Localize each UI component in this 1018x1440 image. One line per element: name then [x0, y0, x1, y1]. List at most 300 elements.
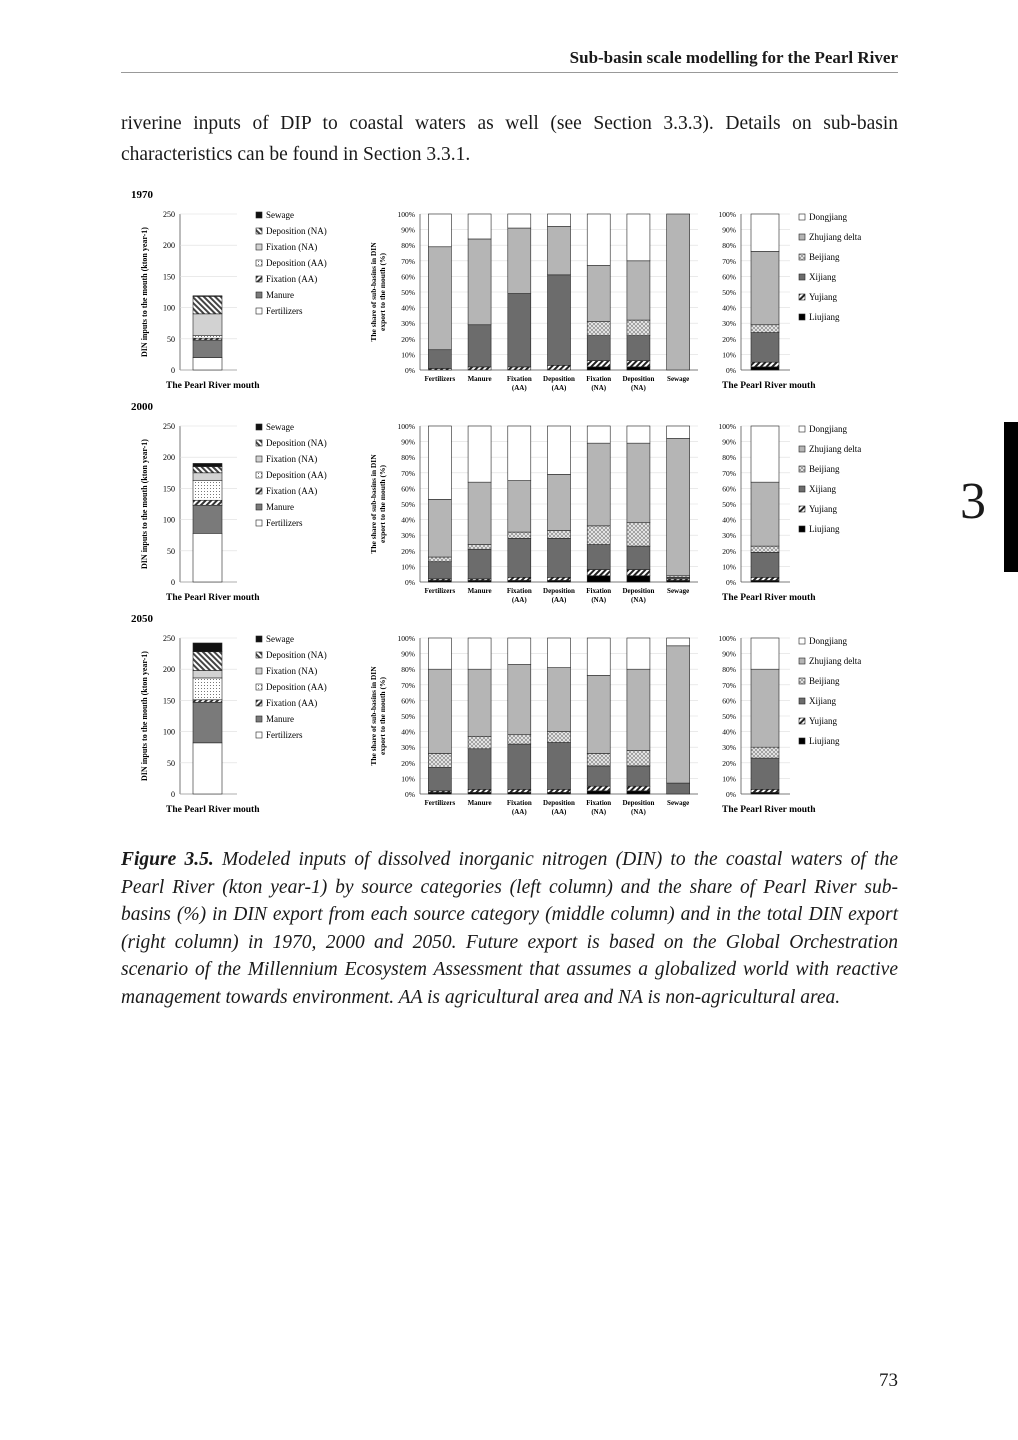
- legend-swatch-fertilizers: [256, 520, 262, 526]
- right-tick-label: 30%: [722, 743, 736, 753]
- middle-tick-label: 10%: [401, 350, 415, 360]
- legend-label-dongjiang: Dongjiang: [809, 212, 847, 222]
- caption-text: Modeled inputs of dissolved inorganic nitrogen (DIN) to the coastal waters of the Pearl River (kton year-1) by source categories (left column) and the share of Pearl River sub-basins (%) in DIN export from each source category (middle column) and in the total DIN export (right column) in 1970, 2000 and 2050. Future export is based on the Global Orchestration scenario of the Millennium Ecosystem Assessment that assumes a globalized world with reactive management towards environment. AA is agricultural area and NA is non-agricultural area.: [121, 849, 898, 1008]
- right-x-label: The Pearl River mouth: [722, 381, 816, 391]
- share-bar-fixation-na-liujiang: [587, 576, 610, 582]
- legend-label-fixation-na: Fixation (NA): [266, 242, 318, 252]
- middle-tick-label: 0%: [405, 366, 415, 375]
- legend-label-yujiang: Yujiang: [809, 292, 837, 302]
- legend-swatch-deposition-na: [256, 228, 262, 234]
- share-bar-deposition-aa-dongjiang: [548, 426, 571, 474]
- middle-tick-label: 70%: [401, 468, 415, 478]
- category-label-fixation-na-line1: Fixation: [586, 799, 612, 807]
- share-bar-deposition-aa-yujiang: [548, 577, 571, 580]
- legend-swatch-yujiang: [799, 506, 805, 512]
- share-bar-fixation-na-beijiang: [587, 753, 610, 765]
- legend-label-xijiang: Xijiang: [809, 696, 836, 706]
- share-bar-fixation-aa-dongjiang: [508, 214, 531, 228]
- share-bar-fertilizers-zhujiang-delta: [428, 669, 451, 753]
- legend-label-deposition-na: Deposition (NA): [266, 438, 327, 448]
- category-label-sewage: Sewage: [667, 587, 690, 595]
- input-bar-fertilizers: [193, 533, 222, 582]
- input-bar-fixation-na: [193, 473, 222, 480]
- legend-swatch-deposition-aa: [256, 684, 262, 690]
- legend-swatch-manure: [256, 292, 262, 298]
- legend-label-liujiang: Liujiang: [809, 736, 840, 746]
- legend-label-deposition-aa: Deposition (AA): [266, 682, 327, 692]
- right-tick-label: 20%: [722, 758, 736, 768]
- left-y-axis-label: DIN inputs to the mouth (kton year-1): [140, 227, 149, 357]
- chapter-number: 3: [960, 473, 986, 530]
- legend-label-beijiang: Beijiang: [809, 464, 840, 474]
- category-label-fixation-na-line1: Fixation: [586, 587, 612, 595]
- left-tick-label: 150: [163, 484, 175, 494]
- figure-3-5-chart: [120, 186, 880, 826]
- share-bar-deposition-na-xijiang: [627, 766, 650, 786]
- share-bar-fixation-aa-xijiang: [508, 538, 531, 577]
- category-label-deposition-na-line2: (NA): [631, 808, 646, 816]
- share-bar-fixation-na-yujiang: [587, 361, 610, 367]
- right-tick-label: 50%: [722, 288, 736, 297]
- right-tick-label: 40%: [722, 515, 736, 525]
- legend-swatch-zhujiang-delta: [799, 658, 805, 664]
- legend-swatch-fixation-aa: [256, 488, 262, 494]
- total-share-bar-dongjiang: [751, 426, 779, 482]
- middle-tick-label: 50%: [401, 288, 415, 297]
- legend-swatch-liujiang: [799, 314, 805, 320]
- share-bar-manure-beijiang: [468, 545, 491, 550]
- share-bar-manure-xijiang: [468, 325, 491, 367]
- input-bar-sewage: [193, 643, 222, 652]
- legend-swatch-deposition-aa: [256, 472, 262, 478]
- category-label-fixation-na-line2: (NA): [591, 808, 607, 816]
- legend-label-fixation-aa: Fixation (AA): [266, 486, 318, 496]
- share-bar-deposition-aa-beijiang: [548, 732, 571, 743]
- legend-swatch-liujiang: [799, 526, 805, 532]
- right-tick-label: 50%: [722, 500, 736, 509]
- category-label-manure: Manure: [467, 587, 492, 595]
- middle-tick-label: 70%: [401, 680, 415, 690]
- right-tick-label: 80%: [722, 241, 736, 251]
- middle-tick-label: 80%: [401, 453, 415, 463]
- right-x-label: The Pearl River mouth: [722, 805, 816, 815]
- left-tick-label: 100: [163, 515, 175, 525]
- share-bar-fertilizers-zhujiang-delta: [428, 499, 451, 557]
- input-bar-fixation-na: [193, 670, 222, 677]
- share-bar-fixation-aa-xijiang: [508, 744, 531, 789]
- share-bar-deposition-aa-zhujiang-delta: [548, 668, 571, 732]
- category-label-deposition-aa-line2: (AA): [551, 596, 567, 604]
- share-bar-deposition-na-yujiang: [627, 786, 650, 791]
- legend-label-deposition-aa: Deposition (AA): [266, 470, 327, 480]
- left-tick-label: 150: [163, 696, 175, 706]
- right-tick-label: 90%: [722, 225, 736, 235]
- legend-swatch-yujiang: [799, 718, 805, 724]
- share-bar-deposition-aa-xijiang: [548, 538, 571, 577]
- total-share-bar-beijiang: [751, 546, 779, 552]
- share-bar-deposition-na-beijiang: [627, 320, 650, 336]
- legend-label-fertilizers: Fertilizers: [266, 306, 303, 316]
- input-bar-sewage: [193, 296, 222, 297]
- share-bar-sewage-dongjiang: [667, 638, 690, 646]
- share-bar-deposition-na-xijiang: [627, 546, 650, 569]
- right-tick-label: 80%: [722, 665, 736, 675]
- share-bar-deposition-na-yujiang: [627, 361, 650, 367]
- share-bar-fixation-na-dongjiang: [587, 426, 610, 443]
- right-x-label: The Pearl River mouth: [722, 593, 816, 603]
- legend-label-xijiang: Xijiang: [809, 484, 836, 494]
- left-tick-label: 150: [163, 272, 175, 282]
- left-tick-label: 250: [163, 422, 175, 431]
- category-label-sewage: Sewage: [667, 799, 690, 807]
- share-bar-fixation-aa-beijiang: [508, 735, 531, 744]
- figure-caption: [121, 846, 898, 1012]
- share-bar-manure-beijiang: [468, 736, 491, 748]
- right-tick-label: 40%: [722, 727, 736, 737]
- legend-swatch-dongjiang: [799, 426, 805, 432]
- share-bar-deposition-na-dongjiang: [627, 638, 650, 669]
- category-label-deposition-na-line2: (NA): [631, 596, 646, 604]
- middle-tick-label: 40%: [401, 727, 415, 737]
- left-tick-label: 100: [163, 727, 175, 737]
- category-label-deposition-aa-line1: Deposition: [543, 799, 575, 807]
- total-share-bar-dongjiang: [751, 638, 779, 669]
- middle-tick-label: 30%: [401, 531, 415, 541]
- share-bar-fixation-na-xijiang: [587, 336, 610, 361]
- right-tick-label: 0%: [726, 790, 736, 799]
- middle-tick-label: 20%: [401, 758, 415, 768]
- legend-swatch-deposition-aa: [256, 260, 262, 266]
- legend-swatch-manure: [256, 504, 262, 510]
- share-bar-manure-xijiang: [468, 549, 491, 579]
- left-tick-label: 50: [167, 334, 175, 344]
- share-bar-fixation-na-yujiang: [587, 786, 610, 791]
- legend-swatch-beijiang: [799, 466, 805, 472]
- legend-swatch-fixation-na: [256, 244, 262, 250]
- total-share-bar-dongjiang: [751, 214, 779, 251]
- middle-y-axis-label-line1: The share of sub-basins in DIN: [369, 666, 378, 766]
- right-tick-label: 20%: [722, 334, 736, 344]
- category-label-deposition-aa-line2: (AA): [551, 808, 567, 816]
- input-bar-fixation-na: [193, 314, 222, 336]
- share-bar-deposition-na-liujiang: [627, 791, 650, 794]
- left-tick-label: 0: [171, 578, 175, 587]
- legend-swatch-beijiang: [799, 254, 805, 260]
- share-bar-deposition-aa-zhujiang-delta: [548, 226, 571, 274]
- legend-swatch-sewage: [256, 212, 262, 218]
- right-tick-label: 70%: [722, 680, 736, 690]
- legend-swatch-liujiang: [799, 738, 805, 744]
- share-bar-sewage-zhujiang-delta: [667, 438, 690, 575]
- legend-label-deposition-na: Deposition (NA): [266, 226, 327, 236]
- middle-tick-label: 40%: [401, 515, 415, 525]
- share-bar-deposition-aa-xijiang: [548, 275, 571, 365]
- left-tick-label: 250: [163, 634, 175, 643]
- category-label-fertilizers: Fertilizers: [424, 587, 456, 595]
- middle-y-axis-label-line2: export to the mouth (%): [378, 465, 387, 543]
- right-tick-label: 90%: [722, 437, 736, 447]
- legend-label-fixation-na: Fixation (NA): [266, 454, 318, 464]
- share-bar-fixation-aa-beijiang: [508, 532, 531, 538]
- running-header: [121, 46, 898, 73]
- share-bar-fixation-na-xijiang: [587, 766, 610, 786]
- share-bar-deposition-aa-yujiang: [548, 365, 571, 370]
- legend-swatch-dongjiang: [799, 214, 805, 220]
- right-tick-label: 50%: [722, 712, 736, 721]
- panel-2000: [131, 401, 861, 604]
- total-share-bar-xijiang: [751, 552, 779, 577]
- middle-tick-label: 50%: [401, 500, 415, 509]
- middle-tick-label: 0%: [405, 790, 415, 799]
- left-x-label: The Pearl River mouth: [166, 593, 260, 603]
- share-bar-sewage-zhujiang-delta: [667, 646, 690, 783]
- legend-label-beijiang: Beijiang: [809, 252, 840, 262]
- caption-label: Figure 3.5.: [121, 849, 214, 870]
- right-tick-label: 100%: [718, 634, 736, 643]
- legend-label-beijiang: Beijiang: [809, 676, 840, 686]
- legend-label-liujiang: Liujiang: [809, 312, 840, 322]
- input-bar-manure: [193, 702, 222, 743]
- share-bar-deposition-na-beijiang: [627, 523, 650, 546]
- share-bar-fixation-na-xijiang: [587, 545, 610, 570]
- share-bar-deposition-aa-xijiang: [548, 743, 571, 790]
- total-share-bar-xijiang: [751, 758, 779, 789]
- left-tick-label: 200: [163, 453, 175, 463]
- share-bar-manure-xijiang: [468, 749, 491, 790]
- input-bar-deposition-aa: [193, 480, 222, 500]
- middle-tick-label: 60%: [401, 272, 415, 282]
- panel-year-label: 2000: [131, 401, 153, 413]
- input-bar-fixation-aa: [193, 700, 222, 702]
- left-tick-label: 50: [167, 546, 175, 556]
- share-bar-fixation-na-beijiang: [587, 526, 610, 545]
- middle-tick-label: 80%: [401, 665, 415, 675]
- share-bar-manure-yujiang: [468, 367, 491, 370]
- legend-swatch-fertilizers: [256, 308, 262, 314]
- page-number: 73: [879, 1370, 898, 1391]
- share-bar-fertilizers-xijiang: [428, 562, 451, 579]
- left-y-axis-label: DIN inputs to the mouth (kton year-1): [140, 651, 149, 781]
- total-share-bar-zhujiang-delta: [751, 669, 779, 747]
- category-label-fixation-aa-line2: (AA): [511, 384, 527, 392]
- legend-swatch-deposition-na: [256, 440, 262, 446]
- legend-swatch-dongjiang: [799, 638, 805, 644]
- share-bar-deposition-na-liujiang: [627, 367, 650, 370]
- legend-swatch-fixation-na: [256, 456, 262, 462]
- share-bar-fixation-aa-zhujiang-delta: [508, 228, 531, 294]
- category-label-fixation-aa-line2: (AA): [511, 596, 527, 604]
- legend-swatch-beijiang: [799, 678, 805, 684]
- share-bar-fixation-aa-dongjiang: [508, 638, 531, 665]
- share-bar-fixation-aa-dongjiang: [508, 426, 531, 481]
- legend-label-fixation-aa: Fixation (AA): [266, 274, 318, 284]
- category-label-deposition-na-line1: Deposition: [622, 587, 655, 595]
- legend-label-manure: Manure: [266, 290, 294, 300]
- total-share-bar-beijiang: [751, 747, 779, 758]
- category-label-deposition-aa-line1: Deposition: [543, 587, 575, 595]
- share-bar-sewage-zhujiang-delta: [667, 214, 690, 370]
- share-bar-deposition-na-beijiang: [627, 750, 650, 766]
- middle-tick-label: 50%: [401, 712, 415, 721]
- category-label-sewage: Sewage: [667, 375, 690, 383]
- category-label-fixation-aa-line1: Fixation: [506, 587, 532, 595]
- legend-label-dongjiang: Dongjiang: [809, 424, 847, 434]
- left-tick-label: 0: [171, 790, 175, 799]
- category-label-manure: Manure: [467, 375, 492, 383]
- total-share-bar-xijiang: [751, 333, 779, 363]
- legend-label-deposition-aa: Deposition (AA): [266, 258, 327, 268]
- legend-swatch-xijiang: [799, 486, 805, 492]
- middle-tick-label: 100%: [397, 422, 415, 431]
- middle-tick-label: 100%: [397, 634, 415, 643]
- legend-label-deposition-na: Deposition (NA): [266, 650, 327, 660]
- share-bar-deposition-aa-dongjiang: [548, 214, 571, 226]
- legend-label-liujiang: Liujiang: [809, 524, 840, 534]
- input-bar-deposition-aa: [193, 678, 222, 700]
- right-tick-label: 30%: [722, 531, 736, 541]
- panel-1970: [131, 189, 861, 392]
- middle-tick-label: 90%: [401, 649, 415, 659]
- input-bar-deposition-na: [193, 296, 222, 313]
- right-tick-label: 30%: [722, 319, 736, 329]
- chapter-tab: [1004, 422, 1018, 572]
- legend-label-fertilizers: Fertilizers: [266, 730, 303, 740]
- middle-tick-label: 40%: [401, 303, 415, 313]
- share-bar-fixation-na-zhujiang-delta: [587, 265, 610, 321]
- right-tick-label: 20%: [722, 546, 736, 556]
- legend-swatch-fixation-aa: [256, 276, 262, 282]
- share-bar-fixation-aa-yujiang: [508, 789, 531, 792]
- right-tick-label: 10%: [722, 562, 736, 572]
- middle-tick-label: 30%: [401, 319, 415, 329]
- share-bar-fixation-aa-xijiang: [508, 294, 531, 367]
- share-bar-manure-yujiang: [468, 789, 491, 792]
- legend-swatch-zhujiang-delta: [799, 234, 805, 240]
- share-bar-fixation-aa-zhujiang-delta: [508, 665, 531, 735]
- panel-2050: [131, 613, 861, 816]
- legend-swatch-fixation-aa: [256, 700, 262, 706]
- left-x-label: The Pearl River mouth: [166, 381, 260, 391]
- legend-swatch-yujiang: [799, 294, 805, 300]
- category-label-deposition-na-line1: Deposition: [622, 375, 655, 383]
- total-share-bar-liujiang: [751, 367, 779, 370]
- share-bar-fertilizers-xijiang: [428, 767, 451, 790]
- panel-year-label: 2050: [131, 613, 153, 625]
- category-label-manure: Manure: [467, 799, 492, 807]
- input-bar-fixation-aa: [193, 500, 222, 505]
- legend-swatch-fertilizers: [256, 732, 262, 738]
- middle-tick-label: 30%: [401, 743, 415, 753]
- share-bar-deposition-na-zhujiang-delta: [627, 443, 650, 523]
- left-tick-label: 50: [167, 758, 175, 768]
- category-label-fixation-aa-line1: Fixation: [506, 799, 532, 807]
- share-bar-manure-zhujiang-delta: [468, 239, 491, 325]
- input-bar-deposition-na: [193, 652, 222, 671]
- share-bar-sewage-xijiang: [667, 783, 690, 794]
- left-x-label: The Pearl River mouth: [166, 805, 260, 815]
- right-tick-label: 10%: [722, 350, 736, 360]
- left-tick-label: 100: [163, 303, 175, 313]
- category-label-deposition-aa-line2: (AA): [551, 384, 567, 392]
- middle-tick-label: 10%: [401, 562, 415, 572]
- middle-tick-label: 80%: [401, 241, 415, 251]
- left-tick-label: 250: [163, 210, 175, 219]
- share-bar-deposition-na-zhujiang-delta: [627, 261, 650, 320]
- legend-label-manure: Manure: [266, 714, 294, 724]
- input-bar-manure: [193, 340, 222, 357]
- legend-label-zhujiang-delta: Zhujiang delta: [809, 656, 862, 666]
- share-bar-fixation-aa-yujiang: [508, 577, 531, 580]
- legend-swatch-fixation-na: [256, 668, 262, 674]
- share-bar-manure-zhujiang-delta: [468, 482, 491, 544]
- share-bar-fixation-na-zhujiang-delta: [587, 443, 610, 526]
- total-share-bar-zhujiang-delta: [751, 482, 779, 546]
- input-bar-deposition-na: [193, 467, 222, 473]
- share-bar-fixation-na-zhujiang-delta: [587, 675, 610, 753]
- share-bar-manure-dongjiang: [468, 214, 491, 239]
- share-bar-deposition-na-dongjiang: [627, 214, 650, 261]
- legend-swatch-xijiang: [799, 698, 805, 704]
- middle-tick-label: 60%: [401, 484, 415, 494]
- legend-label-fixation-na: Fixation (NA): [266, 666, 318, 676]
- total-share-bar-beijiang: [751, 325, 779, 333]
- share-bar-deposition-aa-dongjiang: [548, 638, 571, 668]
- category-label-fixation-na-line2: (NA): [591, 596, 607, 604]
- input-bar-fertilizers: [193, 358, 222, 370]
- middle-tick-label: 10%: [401, 774, 415, 784]
- category-label-deposition-aa-line1: Deposition: [543, 375, 575, 383]
- right-tick-label: 90%: [722, 649, 736, 659]
- share-bar-fixation-na-liujiang: [587, 367, 610, 370]
- category-label-fixation-na-line2: (NA): [591, 384, 607, 392]
- legend-swatch-sewage: [256, 636, 262, 642]
- panel-year-label: 1970: [131, 189, 153, 201]
- middle-tick-label: 90%: [401, 437, 415, 447]
- legend-swatch-zhujiang-delta: [799, 446, 805, 452]
- share-bar-fixation-na-dongjiang: [587, 214, 610, 265]
- middle-tick-label: 60%: [401, 696, 415, 706]
- share-bar-fixation-na-beijiang: [587, 322, 610, 336]
- share-bar-fertilizers-dongjiang: [428, 214, 451, 247]
- right-tick-label: 100%: [718, 210, 736, 219]
- right-tick-label: 10%: [722, 774, 736, 784]
- middle-y-axis-label-line2: export to the mouth (%): [378, 253, 387, 331]
- input-bar-deposition-aa: [193, 336, 222, 338]
- share-bar-fixation-na-liujiang: [587, 791, 610, 794]
- legend-label-zhujiang-delta: Zhujiang delta: [809, 232, 862, 242]
- middle-tick-label: 20%: [401, 546, 415, 556]
- category-label-fixation-aa-line1: Fixation: [506, 375, 532, 383]
- legend-label-xijiang: Xijiang: [809, 272, 836, 282]
- running-title: Sub-basin scale modelling for the Pearl River: [569, 48, 898, 67]
- category-label-fertilizers: Fertilizers: [424, 375, 456, 383]
- right-tick-label: 0%: [726, 366, 736, 375]
- left-tick-label: 0: [171, 366, 175, 375]
- legend-label-sewage: Sewage: [266, 210, 294, 220]
- legend-label-manure: Manure: [266, 502, 294, 512]
- input-bar-sewage: [193, 463, 222, 466]
- middle-y-axis-label-line1: The share of sub-basins in DIN: [369, 454, 378, 554]
- middle-tick-label: 0%: [405, 578, 415, 587]
- legend-label-fertilizers: Fertilizers: [266, 518, 303, 528]
- share-bar-fertilizers-zhujiang-delta: [428, 247, 451, 350]
- legend-label-yujiang: Yujiang: [809, 716, 837, 726]
- share-bar-deposition-na-dongjiang: [627, 426, 650, 443]
- legend-swatch-xijiang: [799, 274, 805, 280]
- share-bar-manure-dongjiang: [468, 638, 491, 669]
- left-tick-label: 200: [163, 241, 175, 251]
- legend-label-fixation-aa: Fixation (AA): [266, 698, 318, 708]
